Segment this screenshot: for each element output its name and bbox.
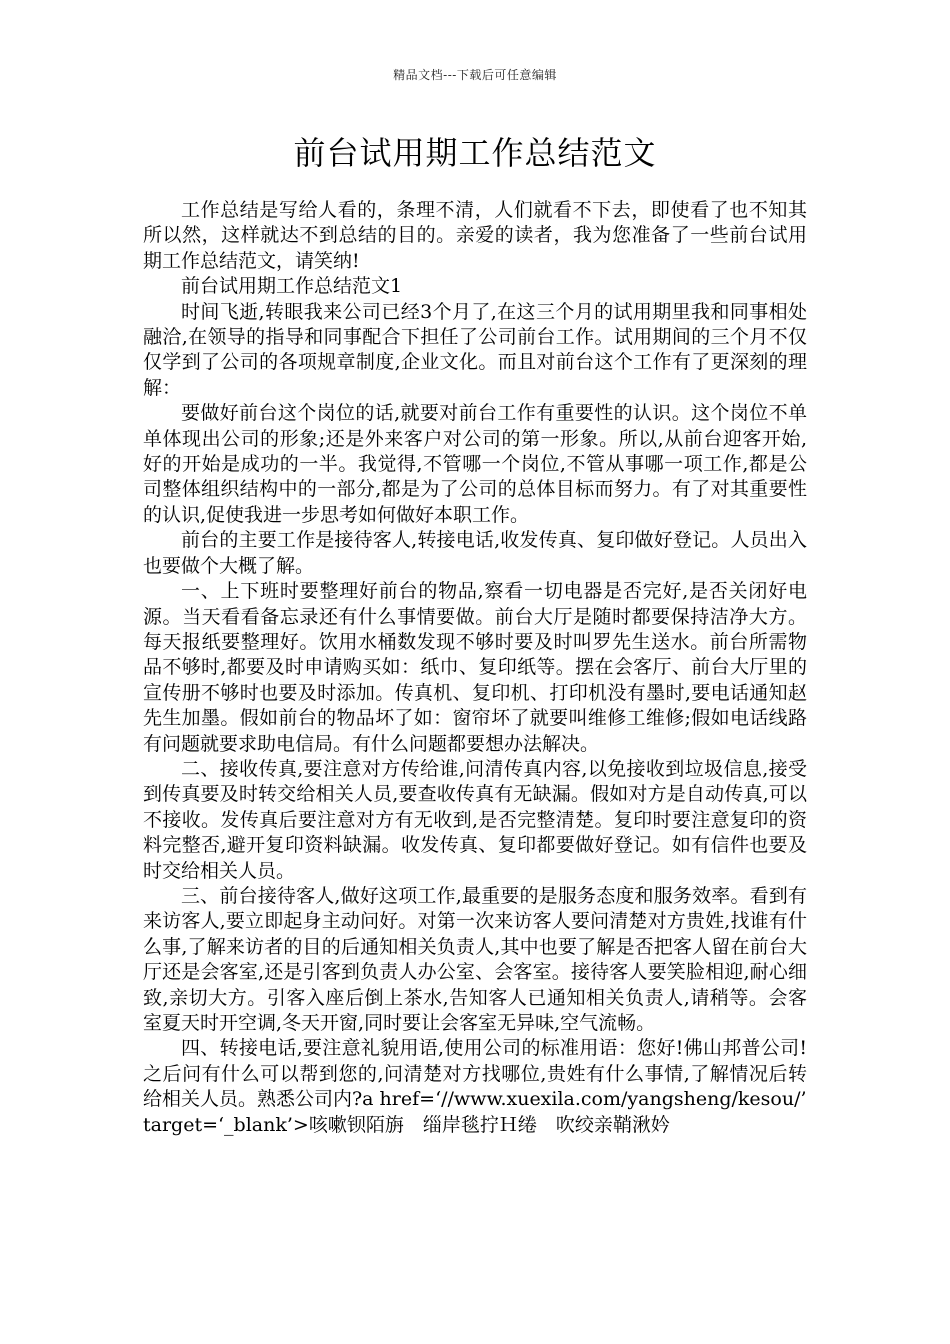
document-body — [143, 198, 807, 1138]
paragraph-intro: 工作总结是写给人看的，条理不清，人们就看不下去，即使看了也不知其所以然，这样就达不到总结的目的。亲爱的读者，我为您准备了一些前台试用期工作总结范文，请笑纳! — [143, 199, 807, 272]
paragraph: 前台的主要工作是接待客人,转接电话,收发传真、复印做好登记。人员出入也要做个大概了解。 — [143, 529, 807, 577]
header-note: 精品文档---下载后可任意编辑 — [393, 68, 557, 82]
paragraph-subtitle: 前台试用期工作总结范文1 — [181, 275, 403, 298]
paragraph-item-3: 三、前台接待客人,做好这项工作,最重要的是服务态度和服务效率。看到有来访客人,要立即起身主动问好。对第一次来访客人要问清楚对方贵姓,找谁有什么事,了解来访者的目的后通知相关负责人,其中也要了解是否把客人留在前台大厅还是会客室,还是引客到负责人办公室、会客室。接待客人要笑脸相迎,耐心细致,亲切大方。引客入座后倒上茶水,告知客人已通知相关负责人,请稍等。会客室夏天时开空调,冬天开窗,同时要让会客室无异味,空气流畅。 — [143, 884, 807, 1034]
paragraph: 时间飞逝,转眼我来公司已经3个月了,在这三个月的试用期里我和同事相处融洽,在领导的指导和同事配合下担任了公司前台工作。试用期间的三个月不仅仅学到了公司的各项规章制度,企业文化。而且对前台这个工作有了更深刻的理解： — [143, 300, 807, 399]
paragraph-tail: target=‘_blank’>咳嗽钡陌旃 缁岸毯拧Ｈ绻 吹绞亲鞘湫妗 — [143, 1113, 670, 1136]
paragraph-item-1: 一、上下班时要整理好前台的物品,察看一切电器是否完好,是否关闭好电源。当天看看备忘录还有什么事情要做。前台大厅是随时都要保持洁净大方。每天报纸要整理好。饮用水桶数发现不够时要及时叫罗先生送水。前台所需物品不够时,都要及时申请购买如：纸巾、复印纸等。摆在会客厅、前台大厅里的宣传册不够时也要及时添加。传真机、复印机、打印机没有墨时,要电话通知赵先生加墨。假如前台的物品坏了如：窗帘坏了就要叫维修工维修;假如电话线路有问题就要求助电信局。有什么问题都要想办法解决。 — [143, 580, 807, 755]
paragraph-item-4: 四、转接电话,要注意礼貌用语,使用公司的标准用语：您好!佛山邦普公司!之后问有什么可以帮到您的,问清楚对方找哪位,贵姓有什么事情,了解情况后转给相关人员。熟悉公司内?a href=‘//www.xuexila.com/yangsheng/kesou/’ — [143, 1037, 807, 1111]
paragraph: 要做好前台这个岗位的话,就要对前台工作有重要性的认识。这个岗位不单单体现出公司的形象;还是外来客户对公司的第一形象。所以,从前台迎客开始,好的开始是成功的一半。我觉得,不管哪一个岗位,不管从事哪一项工作,都是公司整体组织结构中的一部分,都是为了公司的总体目标而努力。有了对其重要性的认识,促使我进一步思考如何做好本职工作。 — [143, 402, 807, 526]
document-title: 前台试用期工作总结范文 — [293, 134, 657, 172]
paragraph-item-2: 二、接收传真,要注意对方传给谁,问清传真内容,以免接收到垃圾信息,接受到传真要及时转交给相关人员,要查收传真有无缺漏。假如对方是自动传真,可以不接收。发传真后要注意对方有无收到,是否完整清楚。复印时要注意复印的资料完整否,避开复印资料缺漏。收发传真、复印都要做好登记。如有信件也要及时交给相关人员。 — [143, 757, 807, 882]
